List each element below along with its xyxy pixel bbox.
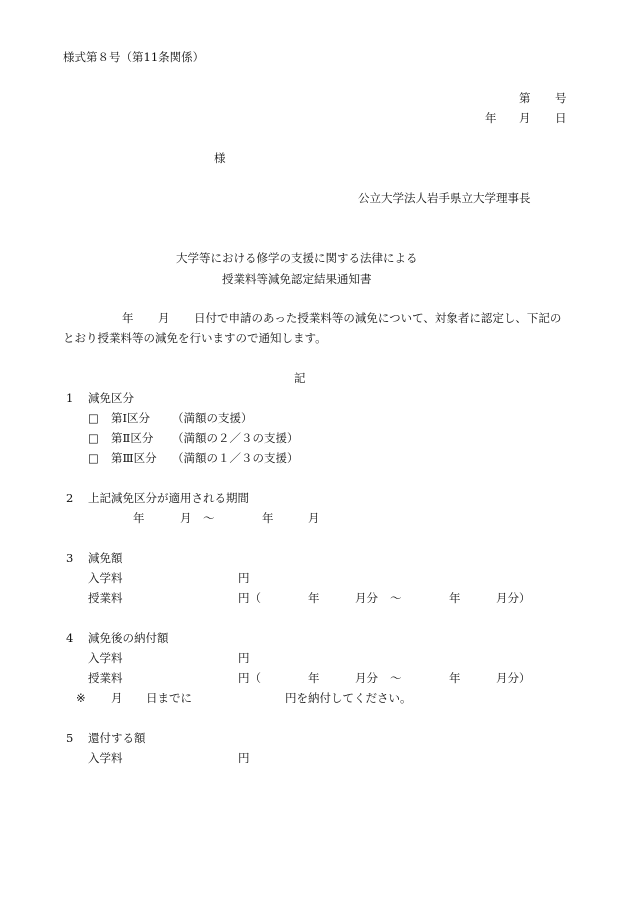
reduction-admission-label: 入学料 [88, 571, 123, 585]
date-year: 年 [485, 111, 497, 125]
reduction-end-month: 月分） [496, 591, 531, 605]
section-4-title: 減免後の納付額 [88, 631, 169, 645]
reduction-tilde: ～ [390, 591, 402, 605]
reduction-tuition-label: 授業料 [88, 591, 123, 605]
title-line-2: 授業料等減免認定結果通知書 [222, 272, 372, 286]
date-day: 日 [555, 111, 567, 125]
payment-tuition-yen: 円（ [238, 671, 261, 685]
payment-end-month: 月分） [496, 671, 531, 685]
body-line-2: とおり授業料等の減免を行いますので通知します。 [63, 331, 327, 345]
title-line-1: 大学等における修学の支援に関する法律による [176, 251, 418, 265]
reduction-start-month: 月分 [355, 591, 378, 605]
refund-admission-yen: 円 [238, 751, 250, 765]
period-tilde: ～ [203, 511, 215, 525]
number-suffix: 号 [555, 91, 567, 105]
payment-start-month: 月分 [355, 671, 378, 685]
note-tail: 円を納付してください。 [285, 691, 412, 705]
period-end-year: 年 [262, 511, 274, 525]
payment-start-year: 年 [308, 671, 320, 685]
payment-tilde: ～ [390, 671, 402, 685]
number-prefix: 第 [519, 91, 531, 105]
section-1-number: 1 [66, 391, 74, 405]
category-1-desc: （満額の支援） [172, 411, 253, 425]
category-2-checkbox[interactable]: □ [88, 431, 99, 445]
section-2-number: 2 [66, 491, 74, 505]
date-month: 月 [519, 111, 531, 125]
payment-admission-label: 入学料 [88, 651, 123, 665]
section-1-title: 減免区分 [88, 391, 134, 405]
addressee-suffix: 様 [214, 151, 226, 165]
payment-end-year: 年 [449, 671, 461, 685]
section-3-number: 3 [66, 551, 74, 565]
payment-admission-yen: 円 [238, 651, 250, 665]
note-day: 日までに [146, 691, 192, 705]
category-1-label: 第Ⅰ区分 [111, 411, 151, 425]
reduction-start-year: 年 [308, 591, 320, 605]
category-3-desc: （満額の１／３の支援） [172, 451, 299, 465]
category-2-label: 第Ⅱ区分 [111, 431, 154, 445]
period-start-month: 月 [180, 511, 192, 525]
period-end-month: 月 [308, 511, 320, 525]
section-4-number: 4 [66, 631, 74, 645]
reduction-admission-yen: 円 [238, 571, 250, 585]
category-1-checkbox[interactable]: □ [88, 411, 99, 425]
section-5-number: 5 [66, 731, 74, 745]
body-year: 年 [122, 311, 134, 325]
period-start-year: 年 [133, 511, 145, 525]
category-3-checkbox[interactable]: □ [88, 451, 99, 465]
category-2-desc: （満額の２／３の支援） [172, 431, 299, 445]
reduction-end-year: 年 [449, 591, 461, 605]
form-label: 様式第８号（第11条関係） [63, 50, 205, 64]
ki-marker: 記 [294, 371, 306, 385]
section-3-title: 減免額 [88, 551, 123, 565]
payment-tuition-label: 授業料 [88, 671, 123, 685]
reduction-tuition-yen: 円（ [238, 591, 261, 605]
body-month: 月 [158, 311, 170, 325]
issuer: 公立大学法人岩手県立大学理事長 [358, 191, 531, 205]
section-5-title: 還付する額 [88, 731, 146, 745]
category-3-label: 第Ⅲ区分 [111, 451, 157, 465]
note-month: 月 [111, 691, 123, 705]
section-2-title: 上記減免区分が適用される期間 [88, 491, 249, 505]
note-mark: ※ [76, 691, 86, 705]
body-line-1: 日付で申請のあった授業料等の減免について、対象者に認定し、下記の [194, 311, 562, 325]
refund-admission-label: 入学料 [88, 751, 123, 765]
